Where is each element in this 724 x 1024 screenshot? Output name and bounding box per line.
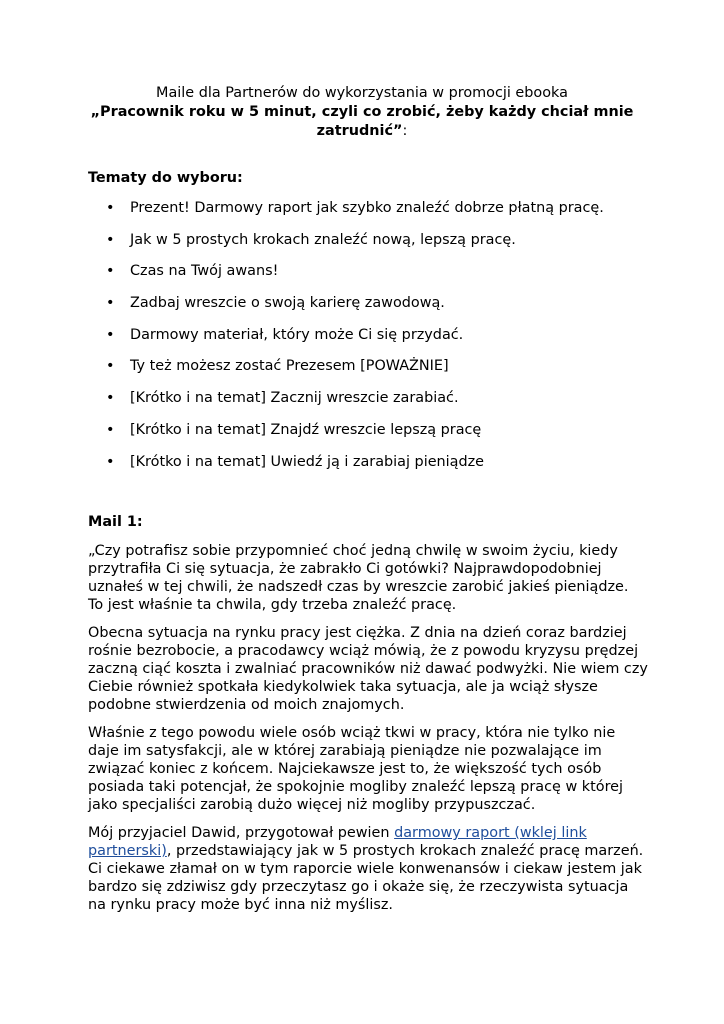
topic-item: [88, 294, 648, 326]
topic-text: Prezent! Darmowy raport jak szybko znaleźć dobrze płatną pracę.: [130, 200, 604, 216]
bullet-icon: •: [106, 295, 115, 312]
ebook-title-line: [88, 103, 636, 141]
ebook-title-suffix: :: [402, 123, 408, 139]
bullet-icon: •: [106, 421, 115, 438]
mail1-paragraph-4-start: Mój przyjaciel Dawid, przygotował pewien: [88, 825, 395, 841]
topics-heading: Tematy do wyboru:: [88, 170, 243, 186]
topic-text: Czas na Twój awans!: [130, 263, 279, 280]
topic-item: [88, 389, 648, 421]
topic-text: [Krótko i na temat] Znajdź wreszcie lepszą pracę: [130, 421, 482, 438]
mail1-paragraph-1: „Czy potrafisz sobie przypomnieć choć jedną chwilę w swoim życiu, kiedy przytrafiła Ci się sytuacja, że zabrakło Ci gotówki? Najprawdopodobniej uznałeś w tej chwili, że nadszedł czas by wreszcie zarobić jakieś pieniądze. To jest właśnie ta chwila, gdy trzeba znaleźć pracę.: [88, 543, 629, 613]
mail1-paragraph-3: Właśnie z tego powodu wiele osób wciąż tkwi w pracy, która nie tylko nie daje im satysfakcji, ale w której zarabiają pieniądze nie pozwalające im związać koniec z końcem. Najciekawsze jest to, że większość tych osób posiada taki potencjał, że spokojnie mogliby znaleźć lepszą pracę w której jako specjaliści zarobią dużo więcej niż mogliby przypuszczać.: [88, 725, 624, 813]
header-subtitle: Maile dla Partnerów do wykorzystania w promocji ebooka: [156, 85, 568, 101]
topic-item: [88, 262, 648, 294]
mail1-paragraph-4-end: , przedstawiający jak w 5 prostych krokach znaleźć pracę marzeń. Ci ciekawe złamał on w tym raporcie wiele konwenansów i ciekaw jestem jak bardzo się zdziwisz gdy przeczytasz go i okaże się, że rzeczywista sytuacja na rynku pracy może być inna niż myślisz.: [88, 843, 644, 913]
mail1-paragraph-4: [88, 824, 648, 914]
partner-link[interactable]: darmowy raport (wklej link partnerski): [88, 825, 587, 859]
topic-text: Darmowy materiał, który może Ci się przydać.: [130, 326, 464, 343]
topic-item: [88, 326, 648, 358]
topic-text: Zadbaj wreszcie o swoją karierę zawodową.: [130, 295, 445, 312]
bullet-icon: •: [106, 263, 115, 280]
topic-text: Jak w 5 prostych krokach znaleźć nową, lepszą pracę.: [130, 231, 516, 248]
topic-item: [88, 357, 648, 389]
document-header: [88, 84, 636, 141]
mail1-heading: Mail 1:: [88, 514, 143, 530]
bullet-icon: •: [106, 200, 115, 216]
bullet-icon: •: [106, 231, 115, 248]
topic-item: [88, 453, 648, 485]
topic-item: [88, 421, 648, 453]
mail1-paragraph-2: Obecna sytuacja na rynku pracy jest ciężka. Z dnia na dzień coraz bardziej rośnie bezrobocie, a pracodawcy wciąż mówią, że z powodu kryzysu prędzej zaczną ciąć koszta i zwalniać pracowników niż dawać podwyżki. Nie wiem czy Ciebie również spotkała kiedykolwiek taka sytuacja, ale ja wciąż słysze podobne stwierdzenia od moich znajomych.: [88, 625, 648, 713]
topics-list: [88, 199, 648, 484]
topic-text: [Krótko i na temat] Zacznij wreszcie zarabiać.: [130, 390, 459, 407]
topic-item: [88, 231, 648, 263]
bullet-icon: •: [106, 453, 115, 470]
mail1-body: [88, 542, 648, 924]
bullet-icon: •: [106, 326, 115, 343]
bullet-icon: •: [106, 358, 115, 375]
topic-text: [Krótko i na temat] Uwiedź ją i zarabiaj pieniądze: [130, 453, 485, 470]
topic-item: [88, 199, 648, 231]
ebook-title: „Pracownik roku w 5 minut, czyli co zrobić, żeby każdy chciał mnie zatrudnić”: [90, 104, 634, 139]
topic-text: Ty też możesz zostać Prezesem [POWAŻNIE]: [130, 358, 449, 375]
bullet-icon: •: [106, 390, 115, 407]
